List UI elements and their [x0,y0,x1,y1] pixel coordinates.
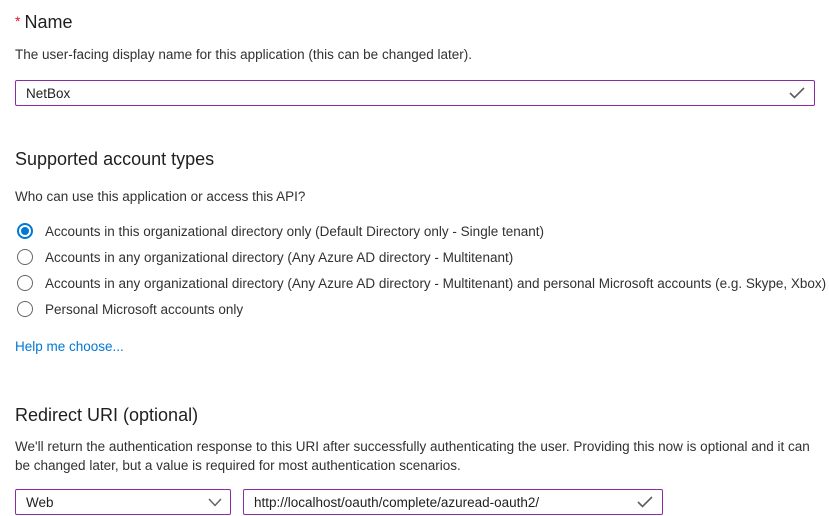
account-type-radio-group [15,218,827,322]
valid-checkmark-icon [634,494,656,510]
platform-select-value: Web [26,494,54,510]
name-section [15,12,815,106]
redirect-uri-description: We'll return the authentication response to this URI after successfully authenticating the user. Providing this now is optional and it can be changed later, but a value is required for most authentication scenarios. [15,439,810,473]
radio-label[interactable]: Personal Microsoft accounts only [45,301,244,317]
redirect-uri-row [15,489,815,515]
radio-unselected-icon[interactable] [17,275,33,291]
radio-multitenant[interactable] [15,244,815,270]
radio-label[interactable]: Accounts in any organizational directory (Any Azure AD directory - Multitenant) [45,249,514,265]
redirect-uri-title: Redirect URI (optional) [15,405,199,425]
platform-select[interactable] [15,489,231,515]
radio-label[interactable]: Accounts in any organizational directory (Any Azure AD directory - Multitenant) and personal Microsoft accounts (e.g. Skype, Xbox) [45,275,827,291]
name-title-text: Name [24,12,73,32]
supported-account-types-section [15,149,827,356]
name-section-title [15,12,815,34]
name-input[interactable] [16,81,786,105]
required-asterisk: * [15,13,21,29]
account-types-title: Supported account types [15,149,215,169]
radio-selected-icon[interactable] [17,223,33,239]
redirect-uri-input[interactable] [244,490,634,514]
valid-checkmark-icon [786,85,808,101]
help-me-choose-link[interactable]: Help me choose... [15,339,124,354]
radio-unselected-icon[interactable] [17,301,33,317]
redirect-uri-section [15,405,815,515]
chevron-down-icon [208,498,222,507]
radio-personal-only[interactable] [15,296,815,322]
name-input-wrap [15,80,815,106]
radio-multitenant-personal[interactable] [15,270,827,296]
radio-unselected-icon[interactable] [17,249,33,265]
account-types-question: Who can use this application or access this API? [15,189,306,204]
radio-label[interactable]: Accounts in this organizational directory only (Default Directory only - Single tenant) [45,223,544,239]
name-description: The user-facing display name for this application (this can be changed later). [15,47,472,62]
redirect-uri-input-wrap [243,489,663,515]
radio-single-tenant[interactable] [15,218,815,244]
